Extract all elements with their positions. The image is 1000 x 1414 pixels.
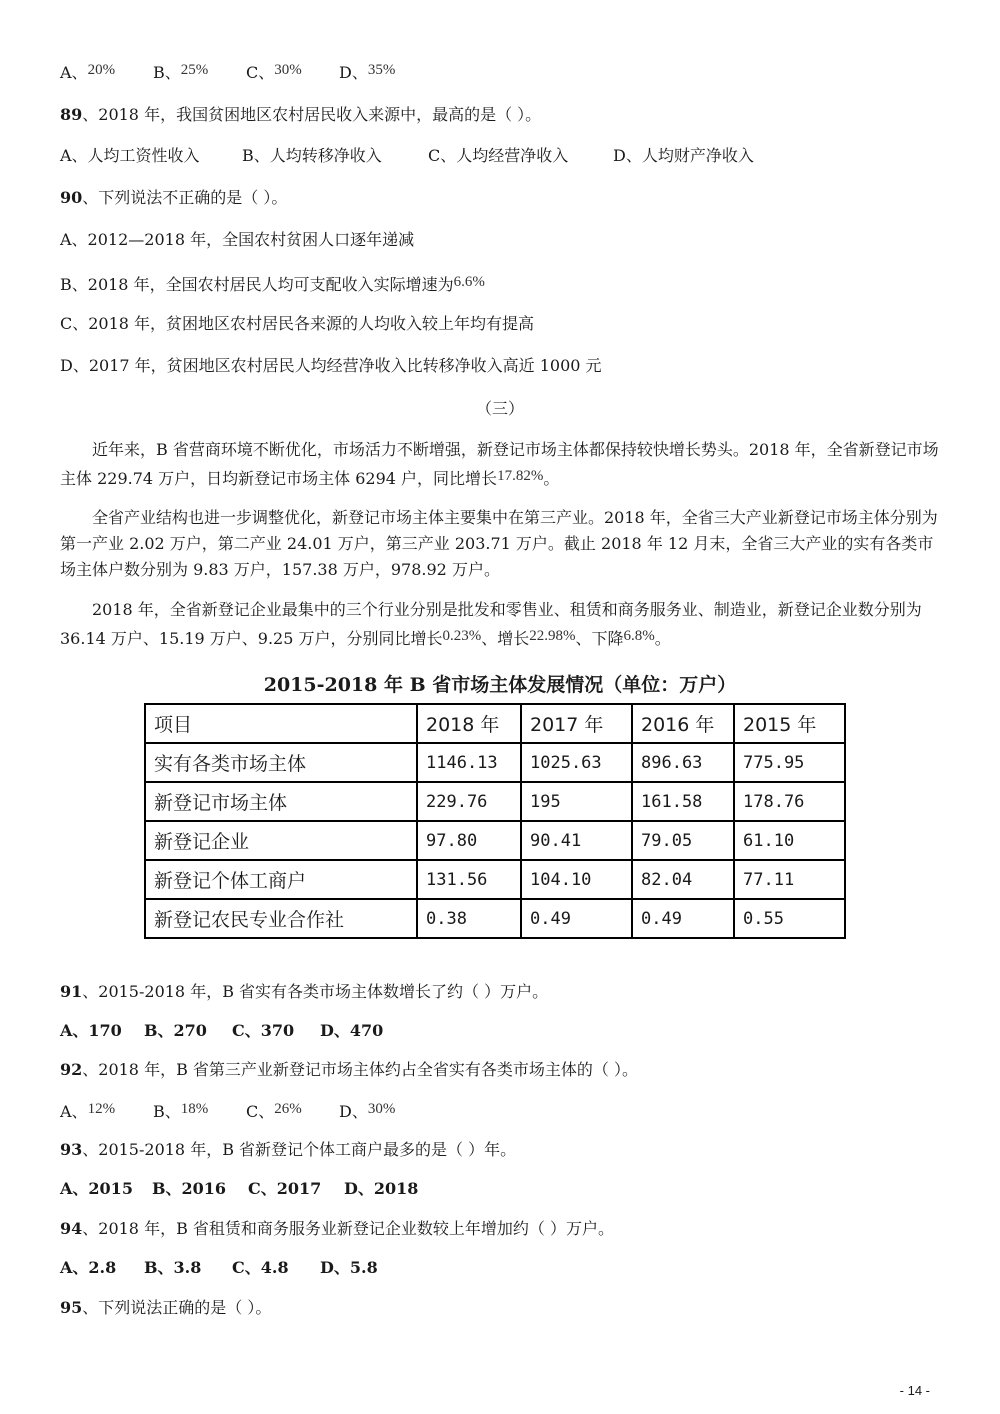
q89-option-a: A、人均工资性收入 — [60, 146, 200, 165]
table-cell: 79.05 — [632, 821, 734, 860]
paragraph-3-percent-1: 0.23% — [442, 628, 482, 644]
market-entity-table — [144, 703, 846, 939]
table-cell-label: 新登记市场主体 — [145, 782, 417, 821]
q91-options — [60, 1019, 383, 1043]
table-header-row — [145, 704, 845, 743]
q90-option-c: C、2018 年，贫困地区农村居民各来源的人均收入较上年均有提高 — [60, 314, 535, 333]
table-header-cell: 2017 年 — [521, 704, 632, 743]
q90-option-b-text: B、2018 年，全国农村居民人均可支配收入实际增速为 — [60, 275, 454, 294]
table-cell: 775.95 — [734, 743, 845, 782]
table-cell: 161.58 — [632, 782, 734, 821]
table-cell-label: 新登记农民专业合作社 — [145, 899, 417, 938]
table-cell: 229.76 — [417, 782, 521, 821]
paragraph-3 — [60, 597, 940, 652]
q94-number: 94 — [60, 1219, 83, 1238]
q94-options — [60, 1256, 378, 1280]
q93-option-a: A、2015 — [60, 1179, 133, 1198]
q88-option-d: D、35% — [339, 62, 396, 82]
table-cell: 195 — [521, 782, 632, 821]
table-cell: 90.41 — [521, 821, 632, 860]
q92-option-a: A、12% — [60, 1101, 116, 1121]
q94-option-d: D、5.8 — [320, 1258, 378, 1277]
q92-option-c: C、26% — [246, 1101, 302, 1121]
q95-number: 95 — [60, 1298, 83, 1317]
table-cell: 77.11 — [734, 860, 845, 899]
paragraph-3-percent-2: 22.98% — [529, 628, 576, 644]
q91-option-c: C、370 — [232, 1021, 295, 1040]
q91-text: 、2015-2018 年，B 省实有各类市场主体数增长了约（ ）万户。 — [82, 982, 549, 1001]
table-cell-label: 新登记企业 — [145, 821, 417, 860]
q89-number: 89 — [60, 105, 83, 124]
table-cell: 82.04 — [632, 860, 734, 899]
q93-option-c: C、2017 — [248, 1179, 322, 1198]
table-header-cell: 项目 — [145, 704, 417, 743]
table-cell-label: 实有各类市场主体 — [145, 743, 417, 782]
table-title: 2015-2018 年 B 省市场主体发展情况（单位：万户） — [263, 674, 737, 696]
paragraph-3-percent-3: 6.8% — [623, 628, 655, 644]
q93-stem — [60, 1138, 516, 1162]
q89-stem — [60, 103, 541, 127]
q94-text: 、2018 年，B 省租赁和商务服务业新登记企业数较上年增加约（ ）万户。 — [82, 1219, 615, 1238]
table-header-cell: 2016 年 — [632, 704, 734, 743]
q95-text: 、下列说法正确的是（ ）。 — [82, 1298, 272, 1317]
q89-option-d: D、人均财产净收入 — [613, 146, 754, 165]
q88-option-b: B、25% — [153, 62, 209, 82]
q94-stem — [60, 1217, 614, 1241]
section-title: （三） — [475, 399, 524, 418]
table-cell: 896.63 — [632, 743, 734, 782]
q88-option-a: A、20% — [60, 62, 116, 82]
table-row — [145, 821, 845, 860]
q95-stem — [60, 1296, 271, 1320]
q90-text: 、下列说法不正确的是（ ）。 — [82, 188, 288, 207]
q93-option-b: B、2016 — [152, 1179, 227, 1198]
q93-number: 93 — [60, 1140, 83, 1159]
q91-option-d: D、470 — [320, 1021, 384, 1040]
q89-text: 、2018 年，我国贫困地区农村居民收入来源中，最高的是（ ）。 — [82, 105, 542, 124]
q91-option-b: B、270 — [144, 1021, 207, 1040]
table-cell: 131.56 — [417, 860, 521, 899]
q92-option-d: D、30% — [339, 1101, 396, 1121]
table-cell: 1146.13 — [417, 743, 521, 782]
paragraph-3-end: 。 — [654, 629, 671, 648]
table-row — [145, 782, 845, 821]
q92-number: 92 — [60, 1060, 83, 1079]
q90-number: 90 — [60, 188, 83, 207]
q93-option-d: D、2018 — [344, 1179, 419, 1198]
q92-stem — [60, 1058, 638, 1082]
q88-options — [60, 58, 395, 85]
paragraph-1-text: 近年来，B 省营商环境不断优化，市场活力不断增强，新登记市场主体都保持较快增长势头。2018 年，全省新登记市场主体 229.74 万户，日均新登记市场主体 6294 户，同比增长 — [60, 440, 939, 488]
paragraph-2: 全省产业结构也进一步调整优化，新登记市场主体主要集中在第三产业。2018 年，全省三大产业新登记市场主体分别为第一产业 2.02 万户，第二产业 24.01 万户，第三产业 203.71 万户。截止 2018 年 12 月末，全省三大产业的实有各类市场主体户数分别为 9.83 万户，157.38 万户，978.92 万户。 — [60, 508, 938, 579]
table-cell: 97.80 — [417, 821, 521, 860]
q92-options — [60, 1097, 395, 1124]
paragraph-1 — [60, 437, 940, 492]
q90-option-d: D、2017 年，贫困地区农村居民人均经营净收入比转移净收入高近 1000 元 — [60, 356, 602, 375]
paragraph-3-mid-1: 、增长 — [481, 629, 530, 648]
table-cell: 1025.63 — [521, 743, 632, 782]
paragraph-1-end: 。 — [543, 469, 560, 488]
table-cell: 0.49 — [632, 899, 734, 938]
table-row — [145, 860, 845, 899]
q93-text: 、2015-2018 年，B 省新登记个体工商户最多的是（ ）年。 — [82, 1140, 517, 1159]
q90-option-b-percent: 6.6% — [453, 274, 485, 290]
table-cell: 61.10 — [734, 821, 845, 860]
q90-option-a: A、2012—2018 年，全国农村贫困人口逐年递减 — [60, 230, 415, 249]
q91-stem — [60, 980, 548, 1004]
q93-options — [60, 1177, 418, 1201]
paragraph-3-mid-2: 、下降 — [575, 629, 624, 648]
paragraph-3-text: 2018 年，全省新登记企业最集中的三个行业分别是批发和零售业、租赁和商务服务业、制造业，新登记企业数分别为 36.14 万户、15.19 万户、9.25 万户，分别同比增长 — [60, 600, 922, 648]
q91-option-a: A、170 — [60, 1021, 122, 1040]
q88-option-c: C、30% — [246, 62, 302, 82]
table-row — [145, 743, 845, 782]
table-row — [145, 899, 845, 938]
q94-option-c: C、4.8 — [232, 1258, 289, 1277]
q92-text: 、2018 年，B 省第三产业新登记市场主体约占全省实有各类市场主体的（ ）。 — [82, 1060, 639, 1079]
table-cell: 0.49 — [521, 899, 632, 938]
q91-number: 91 — [60, 982, 83, 1001]
table-header-cell: 2015 年 — [734, 704, 845, 743]
table-cell-label: 新登记个体工商户 — [145, 860, 417, 899]
q92-option-b: B、18% — [153, 1101, 209, 1121]
table-cell: 0.38 — [417, 899, 521, 938]
paragraph-1-percent: 17.82% — [497, 468, 544, 484]
table-cell: 0.55 — [734, 899, 845, 938]
q89-option-c: C、人均经营净收入 — [428, 146, 569, 165]
q90-option-b — [60, 270, 485, 297]
table-cell: 104.10 — [521, 860, 632, 899]
table-cell: 178.76 — [734, 782, 845, 821]
q90-stem — [60, 186, 287, 210]
q89-option-b: B、人均转移净收入 — [242, 146, 382, 165]
page-number: - 14 - — [899, 1383, 930, 1398]
q89-options — [60, 144, 754, 168]
q94-option-b: B、3.8 — [144, 1258, 202, 1277]
q94-option-a: A、2.8 — [60, 1258, 117, 1277]
table-header-cell: 2018 年 — [417, 704, 521, 743]
